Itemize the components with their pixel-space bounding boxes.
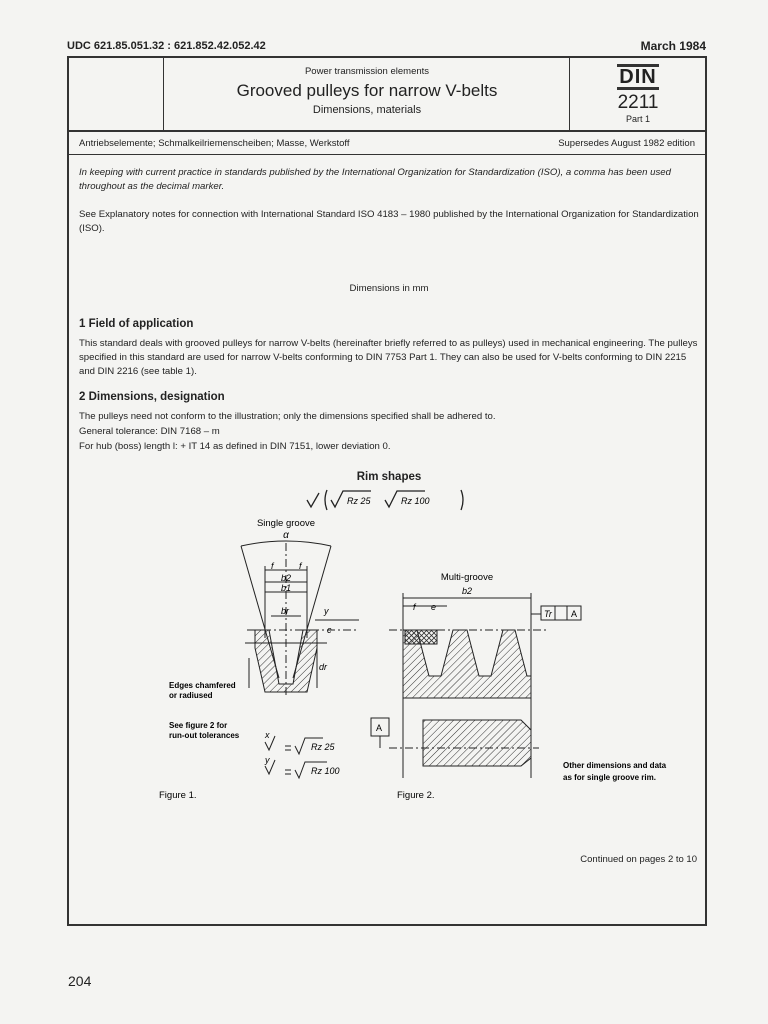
multi-groove-label: Multi-groove xyxy=(440,572,494,583)
section-2-line-2: General tolerance: DIN 7168 – m xyxy=(79,426,220,437)
b2-label: b2 xyxy=(281,573,292,583)
udc-code: UDC 621.85.051.32 : 621.852.42.052.42 xyxy=(67,40,266,52)
section-1-text: This standard deals with grooved pulleys for narrow V-belts (hereinafter briefly referred to as pulleys) used in mechanical engineering. The pulleys specified in this standard are used for narrow V-belts conforming to DIN 7753 Part 1. They can also be used for V-belts conforming to DIN 2215 and DIN 2216 (see table 1). xyxy=(79,338,698,377)
section-1-heading: 1 Field of application xyxy=(79,318,194,330)
rz25-label: Rz 25 xyxy=(347,496,371,506)
br-label: br xyxy=(281,606,290,616)
b2-multi-label: b2 xyxy=(461,586,473,596)
other-dims-line-2: as for single groove rim. xyxy=(563,773,656,782)
dr-label: dr xyxy=(319,662,328,672)
rim-shapes-heading: Rim shapes xyxy=(356,471,422,483)
document-title: Grooved pulleys for narrow V-belts xyxy=(236,81,498,100)
hub-section xyxy=(423,720,531,766)
supertitle: Power transmission elements xyxy=(304,66,430,77)
f-label-2: f xyxy=(299,561,302,571)
figure-1-caption: Figure 1. xyxy=(159,790,197,801)
tr-label: Tr xyxy=(544,609,552,619)
iso-decimal-note: In keeping with current practice in standards published by the International Organization for Standardization (ISO), a comma has been used throughout as the decimal marker. xyxy=(79,167,671,192)
document-frame xyxy=(67,56,707,926)
surface-finish-symbol xyxy=(307,490,463,510)
f-label-1: f xyxy=(271,561,274,571)
runout-note-line-2: run-out tolerances xyxy=(169,731,240,740)
figure-2-caption: Figure 2. xyxy=(397,790,435,801)
f-multi-label: f xyxy=(413,602,416,612)
section-2-line-1: The pulleys need not conform to the illustration; only the dimensions specified shall be adhered to. xyxy=(79,411,496,422)
din-part: Part 1 xyxy=(625,114,650,124)
german-title: Antriebselemente; Schmalkeilriemenscheiben; Masse, Werkstoff xyxy=(79,138,350,149)
other-dims-line-1: Other dimensions and data xyxy=(563,761,667,770)
din-logo: DIN xyxy=(619,66,657,88)
din-number: 2211 xyxy=(617,92,659,113)
b1-label: b1 xyxy=(281,583,292,593)
publication-date: March 1984 xyxy=(640,39,706,53)
dimensions-unit-note: Dimensions in mm xyxy=(349,283,429,294)
y-label: y xyxy=(324,606,329,616)
supersedes-note: Supersedes August 1982 edition xyxy=(558,138,695,149)
section-2-line-3: For hub (boss) length l: + IT 14 as defined in DIN 7151, lower deviation 0. xyxy=(79,441,391,452)
datum-a-box-label: A xyxy=(571,609,578,619)
explanatory-note: See Explanatory notes for connection with International Standard ISO 4183 – 1980 published by the International Organization for Standardization (ISO). xyxy=(79,209,699,234)
rz25-x-label: Rz 25 xyxy=(311,742,335,752)
multi-groove-belt xyxy=(405,630,437,644)
alpha-label: α xyxy=(283,530,289,541)
continued-note: Continued on pages 2 to 10 xyxy=(580,854,697,865)
datum-a-label: A xyxy=(376,723,383,733)
rz100-label: Rz 100 xyxy=(401,496,430,506)
edges-note-line-1: Edges chamfered xyxy=(169,681,236,690)
single-groove-label: Single groove xyxy=(256,518,316,529)
e-label: e xyxy=(431,602,437,612)
edges-note-line-2: or radiused xyxy=(169,691,213,700)
x-label: x xyxy=(265,730,270,740)
rz100-y-label: Rz 100 xyxy=(311,766,340,776)
y-label-2: y xyxy=(265,755,270,765)
page-number: 204 xyxy=(68,973,92,989)
runout-note-line-1: See figure 2 for xyxy=(169,721,228,730)
c-label: c xyxy=(327,625,332,635)
technical-drawings xyxy=(69,58,705,924)
section-2-heading: 2 Dimensions, designation xyxy=(79,391,225,403)
document-subtitle: Dimensions, materials xyxy=(312,104,422,116)
